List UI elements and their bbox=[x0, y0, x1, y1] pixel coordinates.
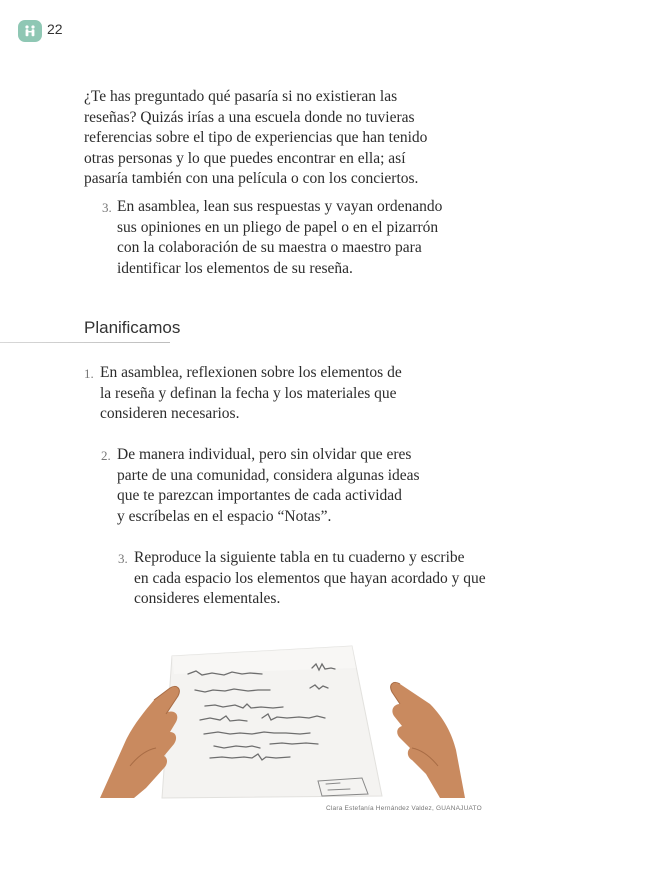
hands-holding-paper-illustration bbox=[100, 638, 465, 802]
step-line: con la colaboración de su maestra o maestro para bbox=[117, 239, 422, 256]
step-number: 1. bbox=[84, 366, 94, 381]
step-text bbox=[134, 548, 486, 610]
right-hand bbox=[391, 682, 465, 798]
step-text bbox=[100, 363, 402, 425]
step-text bbox=[117, 197, 442, 279]
page-badge bbox=[18, 20, 42, 42]
intro-paragraph bbox=[84, 87, 427, 190]
step-line: De manera individual, pero sin olvidar que eres bbox=[117, 446, 412, 463]
step-line: En asamblea, lean sus respuestas y vayan ordenando bbox=[117, 198, 443, 215]
intro-line: otras personas y lo que puedes encontrar en ella; así bbox=[84, 149, 406, 167]
section-title: Planificamos bbox=[84, 318, 181, 337]
step-line: En asamblea, reflexionen sobre los elementos de bbox=[100, 364, 402, 381]
intro-line: pasaría también con una película o con los conciertos. bbox=[84, 170, 419, 187]
step-line: en cada espacio los elementos que hayan acordado y que bbox=[134, 569, 486, 587]
illustration-credit: Clara Estefanía Hernández Valdez, GUANAJUATO bbox=[326, 805, 482, 812]
step-line: identificar los elementos de su reseña. bbox=[117, 259, 353, 277]
step-line: parte de una comunidad, considera algunas ideas bbox=[117, 466, 420, 484]
page-number: 22 bbox=[47, 21, 63, 37]
intro-line: referencias sobre el tipo de experiencias que han tenido bbox=[84, 129, 428, 146]
step-line: consideres elementales. bbox=[134, 590, 281, 607]
step-line: consideren necesarios. bbox=[100, 405, 240, 422]
step-number: 2. bbox=[101, 448, 111, 463]
step-line: Reproduce la siguiente tabla en tu cuaderno y escribe bbox=[134, 549, 465, 566]
intro-line: ¿Te has preguntado qué pasaría si no existieran las bbox=[84, 88, 398, 105]
step-number: 3. bbox=[102, 200, 112, 215]
step-line: que te parezcan importantes de cada actividad bbox=[117, 487, 402, 504]
step-line: sus opiniones en un pliego de papel o en el pizarrón bbox=[117, 218, 439, 236]
step-number: 3. bbox=[118, 551, 128, 566]
section-divider bbox=[0, 342, 170, 343]
intro-line: reseñas? Quizás irías a una escuela donde no tuvieras bbox=[84, 108, 415, 126]
community-icon bbox=[23, 24, 37, 38]
step-line: la reseña y definan la fecha y los materiales que bbox=[100, 384, 397, 402]
step-text bbox=[117, 445, 420, 527]
step-line: y escríbelas en el espacio “Notas”. bbox=[117, 507, 332, 525]
